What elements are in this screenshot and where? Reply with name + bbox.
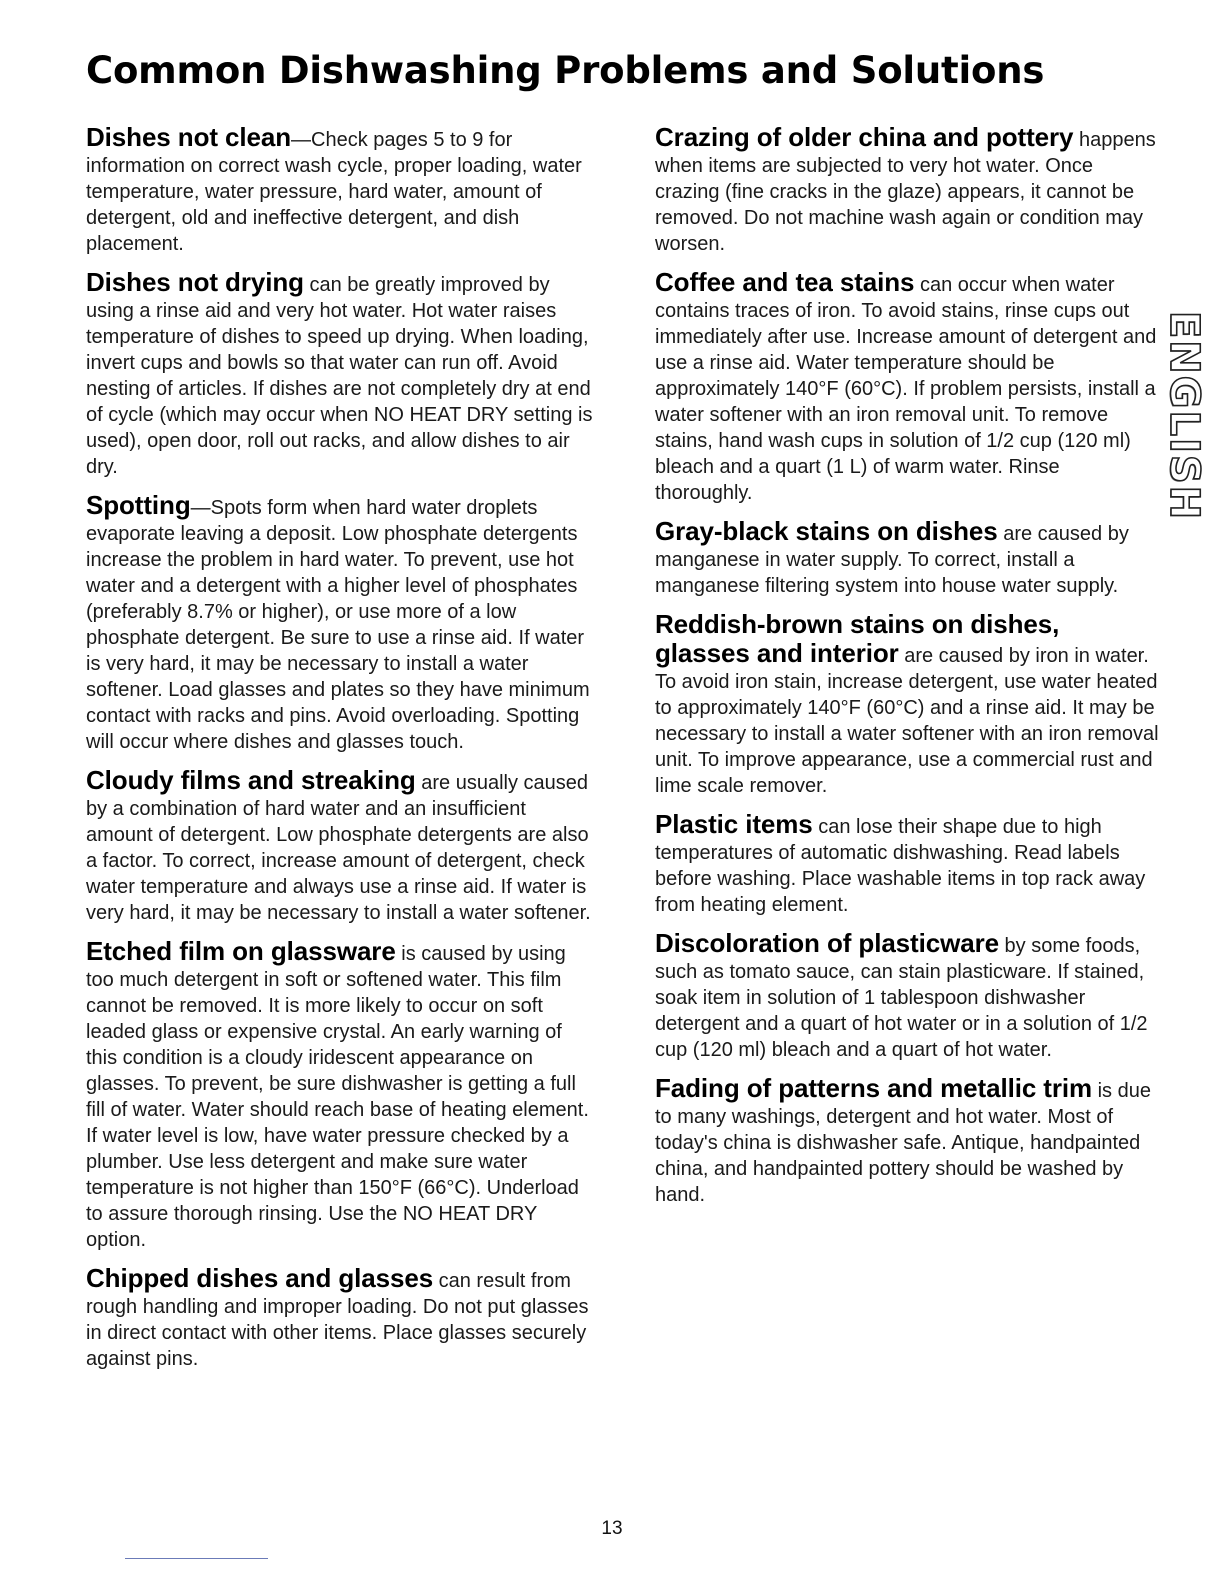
entry-heading: Crazing of older china and pottery (655, 122, 1074, 152)
entry-heading: Reddish-brown stains on dishes, glasses and interior (655, 609, 1060, 668)
entry-body: is caused by using too much detergent in soft or softened water. This film cannot be removed. It is more likely to occur on soft leaded glass or expensive crystal. An early warning of this condition is a cloudy iridescent appearance on glasses. To prevent, be sure dishwasher is getting a full fill of water. Water should reach base of heating element. If water level is low, have water pressure checked by a plumber. Use less detergent and make sure water temperature is not higher than 150°F (66°C). Underload to assure thorough rinsing. Use the NO HEAT DRY option. (86, 943, 589, 1251)
entry-body: are caused by manganese in water supply. To correct, install a manganese filtering system into house water supply. (655, 523, 1129, 597)
entry-spotting: Spotting—Spots form when hard water droplets evaporate leaving a deposit. Low phosphate detergents increase the problem in hard water. To prevent, use hot water and a detergent with a higher level of phosphates (preferably 8.7% or higher), or use more of a low phosphate detergent. Be sure to use a rinse aid. If water is very hard, it may be necessary to install a water softener. Load glasses and plates so they have minimum contact with racks and pins. Avoid overloading. Spotting will occur where dishes and glasses touch. (86, 490, 590, 753)
entry-dishes-not-drying (86, 269, 596, 480)
entry-discoloration-plasticware (655, 930, 1160, 1063)
entry-reddish-brown-stains (655, 611, 1160, 799)
entry-heading: Plastic items (655, 809, 813, 839)
entry-heading: Spotting (86, 490, 191, 520)
entry-body: Check pages 5 to 9 for information on correct wash cycle, proper loading, water temperature, water pressure, hard water, amount of detergent, old and ineffective detergent, and dish placement. (86, 129, 582, 255)
entry-heading: Chipped dishes and glasses (86, 1263, 434, 1293)
entry-coffee-tea-stains (655, 269, 1160, 506)
entry-chipped-dishes (86, 1265, 596, 1372)
entry-body: can occur when water contains traces of iron. To avoid stains, rinse cups out immediately after use. Increase amount of detergent and use a rinse aid. Water temperature should be approximately 140°F (60°C). If problem persists, install a water softener with an iron removal unit. To remove stains, hand wash cups in solution of 1/2 cup (120 ml) bleach and a quart (1 L) of warm water. Rinse thoroughly. (655, 274, 1157, 504)
entry-heading: Cloudy films and streaking (86, 765, 416, 795)
entry-heading: Fading of patterns and metallic trim (655, 1073, 1093, 1103)
entry-body: Spots form when hard water droplets evaporate leaving a deposit. Low phosphate detergents increase the problem in hard water. To prevent, use hot water and a detergent with a higher level of phosphates (preferably 8.7% or higher), or use more of a low phosphate detergent. Be sure to use a rinse aid. If water is very hard, it may be necessary to install a water softener. Load glasses and plates so they have minimum contact with racks and pins. Avoid overloading. Spotting will occur where dishes and glasses touch. (86, 497, 590, 753)
language-side-tab (1161, 300, 1208, 532)
page-title: Common Dishwashing Problems and Solutions (86, 49, 1045, 92)
entry-plastic-items (655, 811, 1160, 918)
entry-heading: Dishes not drying (86, 267, 304, 297)
entry-etched-film (86, 938, 596, 1253)
entry-dishes-not-clean: Dishes not clean—Check pages 5 to 9 for information on correct wash cycle, proper loading, water temperature, water pressure, hard water, amount of detergent, old and ineffective detergent, and dish placement. (86, 122, 582, 255)
entry-body: are usually caused by a combination of hard water and an insufficient amount of detergent. Low phosphate detergents are also a factor. To correct, increase amount of detergent, check water temperature and always use a rinse aid. If water is very hard, it may be necessary to install a water softener. (86, 772, 591, 924)
language-label: ENGLISH (1161, 310, 1208, 522)
entry-body: is due to many washings, detergent and hot water. Most of today's china is dishwasher safe. Antique, handpainted china, and handpainted pottery should be washed by hand. (655, 1080, 1151, 1206)
entry-crazing (655, 124, 1160, 257)
entry-gray-black-stains (655, 518, 1160, 599)
page-number: 13 (601, 1518, 623, 1539)
entry-heading: Coffee and tea stains (655, 267, 915, 297)
entry-heading: Gray-black stains on dishes (655, 516, 998, 546)
entry-cloudy-films (86, 767, 596, 926)
left-column (86, 124, 596, 1384)
entry-body: can result from rough handling and improper loading. Do not put glasses in direct contact with other items. Place glasses securely against pins. (86, 1270, 589, 1370)
entry-body: are caused by iron in water. To avoid iron stain, increase detergent, use water heated to approximately 140°F (60°C) and a rinse aid. It may be necessary to install a water softener with an iron removal unit. To improve appearance, use a commercial rust and lime scale remover. (655, 645, 1159, 797)
footer-rule (125, 1558, 268, 1559)
entry-fading-patterns (655, 1075, 1160, 1208)
entry-body: can be greatly improved by using a rinse aid and very hot water. Hot water raises temperature of dishes to speed up drying. When loading, invert cups and bowls so that water can run off. Avoid nesting of articles. If dishes are not completely dry at end of cycle (which may occur when NO HEAT DRY setting is used), open door, roll out racks, and allow dishes to air dry. (86, 274, 593, 478)
entry-body: by some foods, such as tomato sauce, can stain plasticware. If stained, soak item in solution of 1 tablespoon dishwasher detergent and a quart of hot water or in a solution of 1/2 cup (120 ml) bleach and a quart of hot water. (655, 935, 1148, 1061)
entry-heading: Dishes not clean (86, 122, 292, 152)
entry-body: can lose their shape due to high temperatures of automatic dishwashing. Read labels before washing. Place washable items in top rack away from heating element. (655, 816, 1146, 916)
entry-heading: Discoloration of plasticware (655, 928, 999, 958)
entry-body: happens when items are subjected to very hot water. Once crazing (fine cracks in the glaze) appears, it cannot be removed. Do not machine wash again or condition may worsen. (655, 129, 1156, 255)
entry-heading: Etched film on glassware (86, 936, 396, 966)
right-column (655, 124, 1160, 1220)
